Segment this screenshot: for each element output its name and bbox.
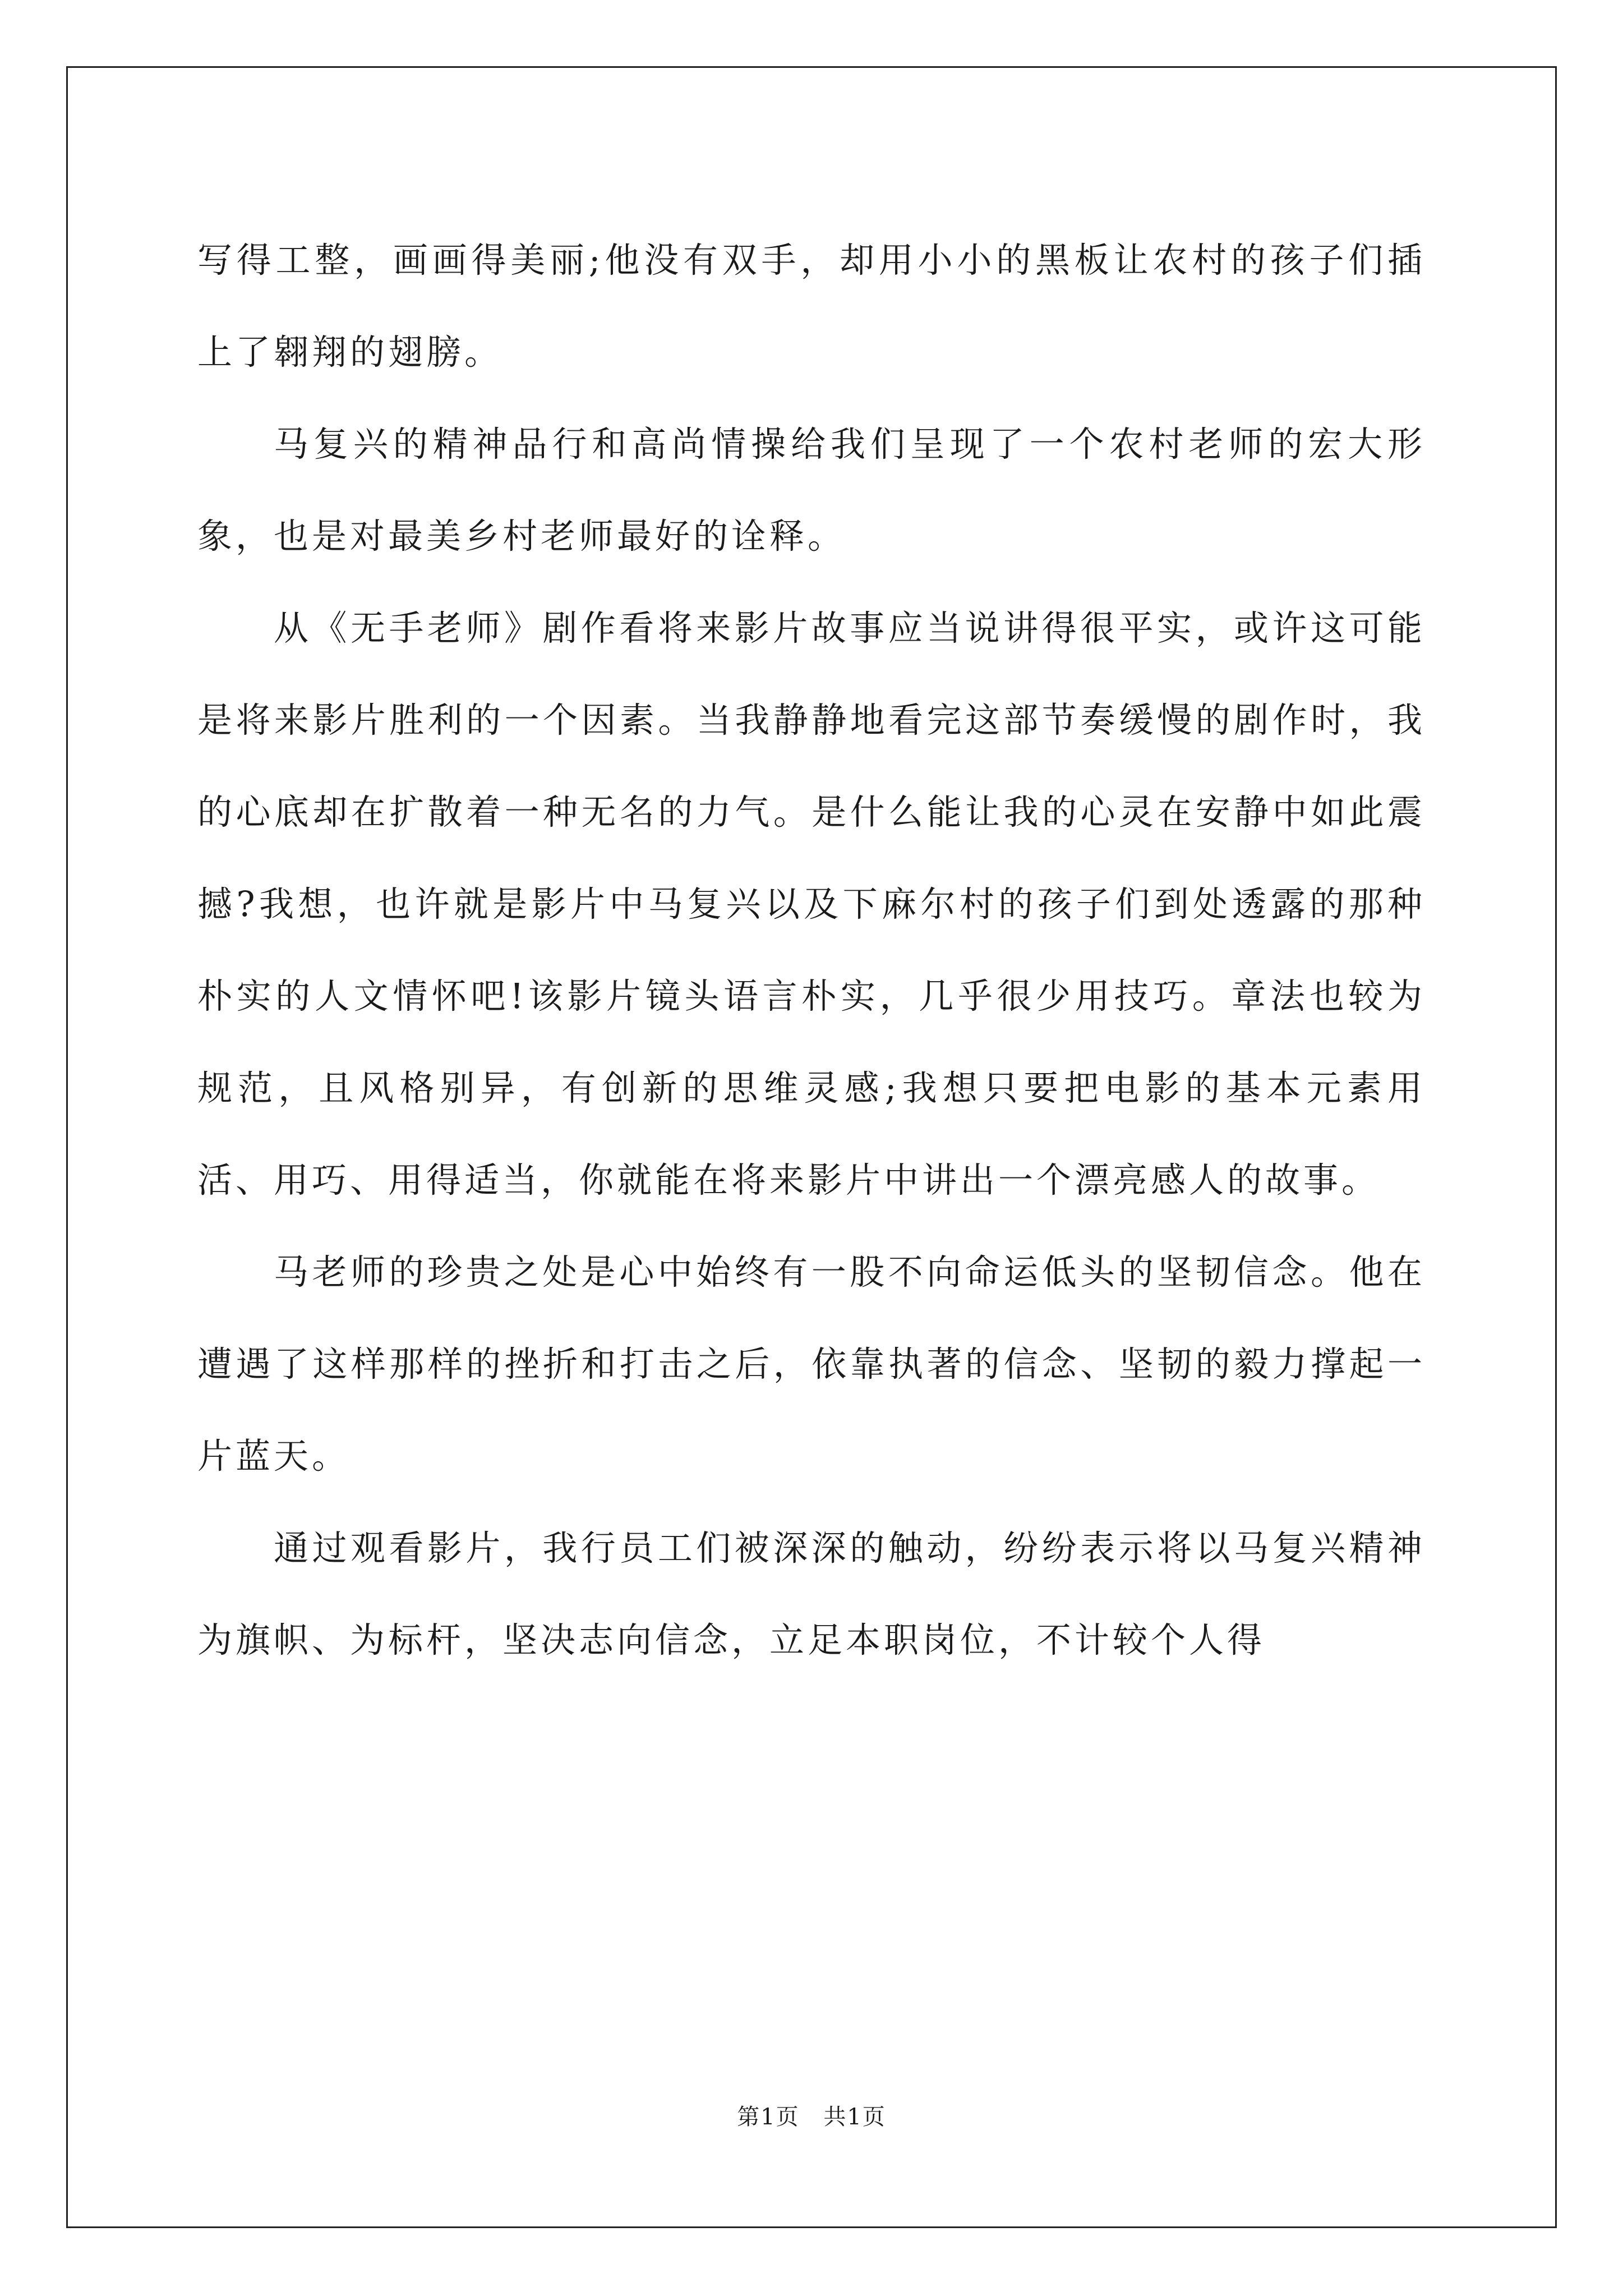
paragraph-2: 马复兴的精神品行和高尚情操给我们呈现了一个农村老师的宏大形象，也是对最美乡村老师最好的诠释。 — [197, 424, 1426, 556]
paragraph-1: 写得工整，画画得美丽;他没有双手，却用小小的黑板让农村的孩子们插上了翱翔的翅膀。 — [197, 240, 1426, 372]
paragraph-4: 马老师的珍贵之处是心中始终有一股不向命运低头的坚韧信念。他在遭遇了这样那样的挫折和打击之后，依靠执著的信念、坚韧的毅力撑起一片蓝天。 — [197, 1251, 1426, 1476]
page-footer — [0, 2099, 1623, 2131]
page-number: 第1页 — [737, 2104, 800, 2130]
document-body — [197, 214, 1426, 1686]
page-total: 共1页 — [823, 2104, 886, 2130]
paragraph-3: 从《无手老师》剧作看将来影片故事应当说讲得很平实，或许这可能是将来影片胜利的一个因素。当我静静地看完这部节奏缓慢的剧作时，我的心底却在扩散着一种无名的力气。是什么能让我的心灵在安静中如此震撼?我想，也许就是影片中马复兴以及下麻尔村的孩子们到处透露的那种朴实的人文情怀吧!该影片镜头语言朴实，几乎很少用技巧。章法也较为规范，且风格别异，有创新的思维灵感;我想只要把电影的基本元素用活、用巧、用得适当，你就能在将来影片中讲出一个漂亮感人的故事。 — [197, 608, 1426, 1200]
paragraph-5: 通过观看影片，我行员工们被深深的触动，纷纷表示将以马复兴精神为旗帜、为标杆，坚决志向信念，立足本职岗位，不计较个人得 — [197, 1527, 1426, 1660]
